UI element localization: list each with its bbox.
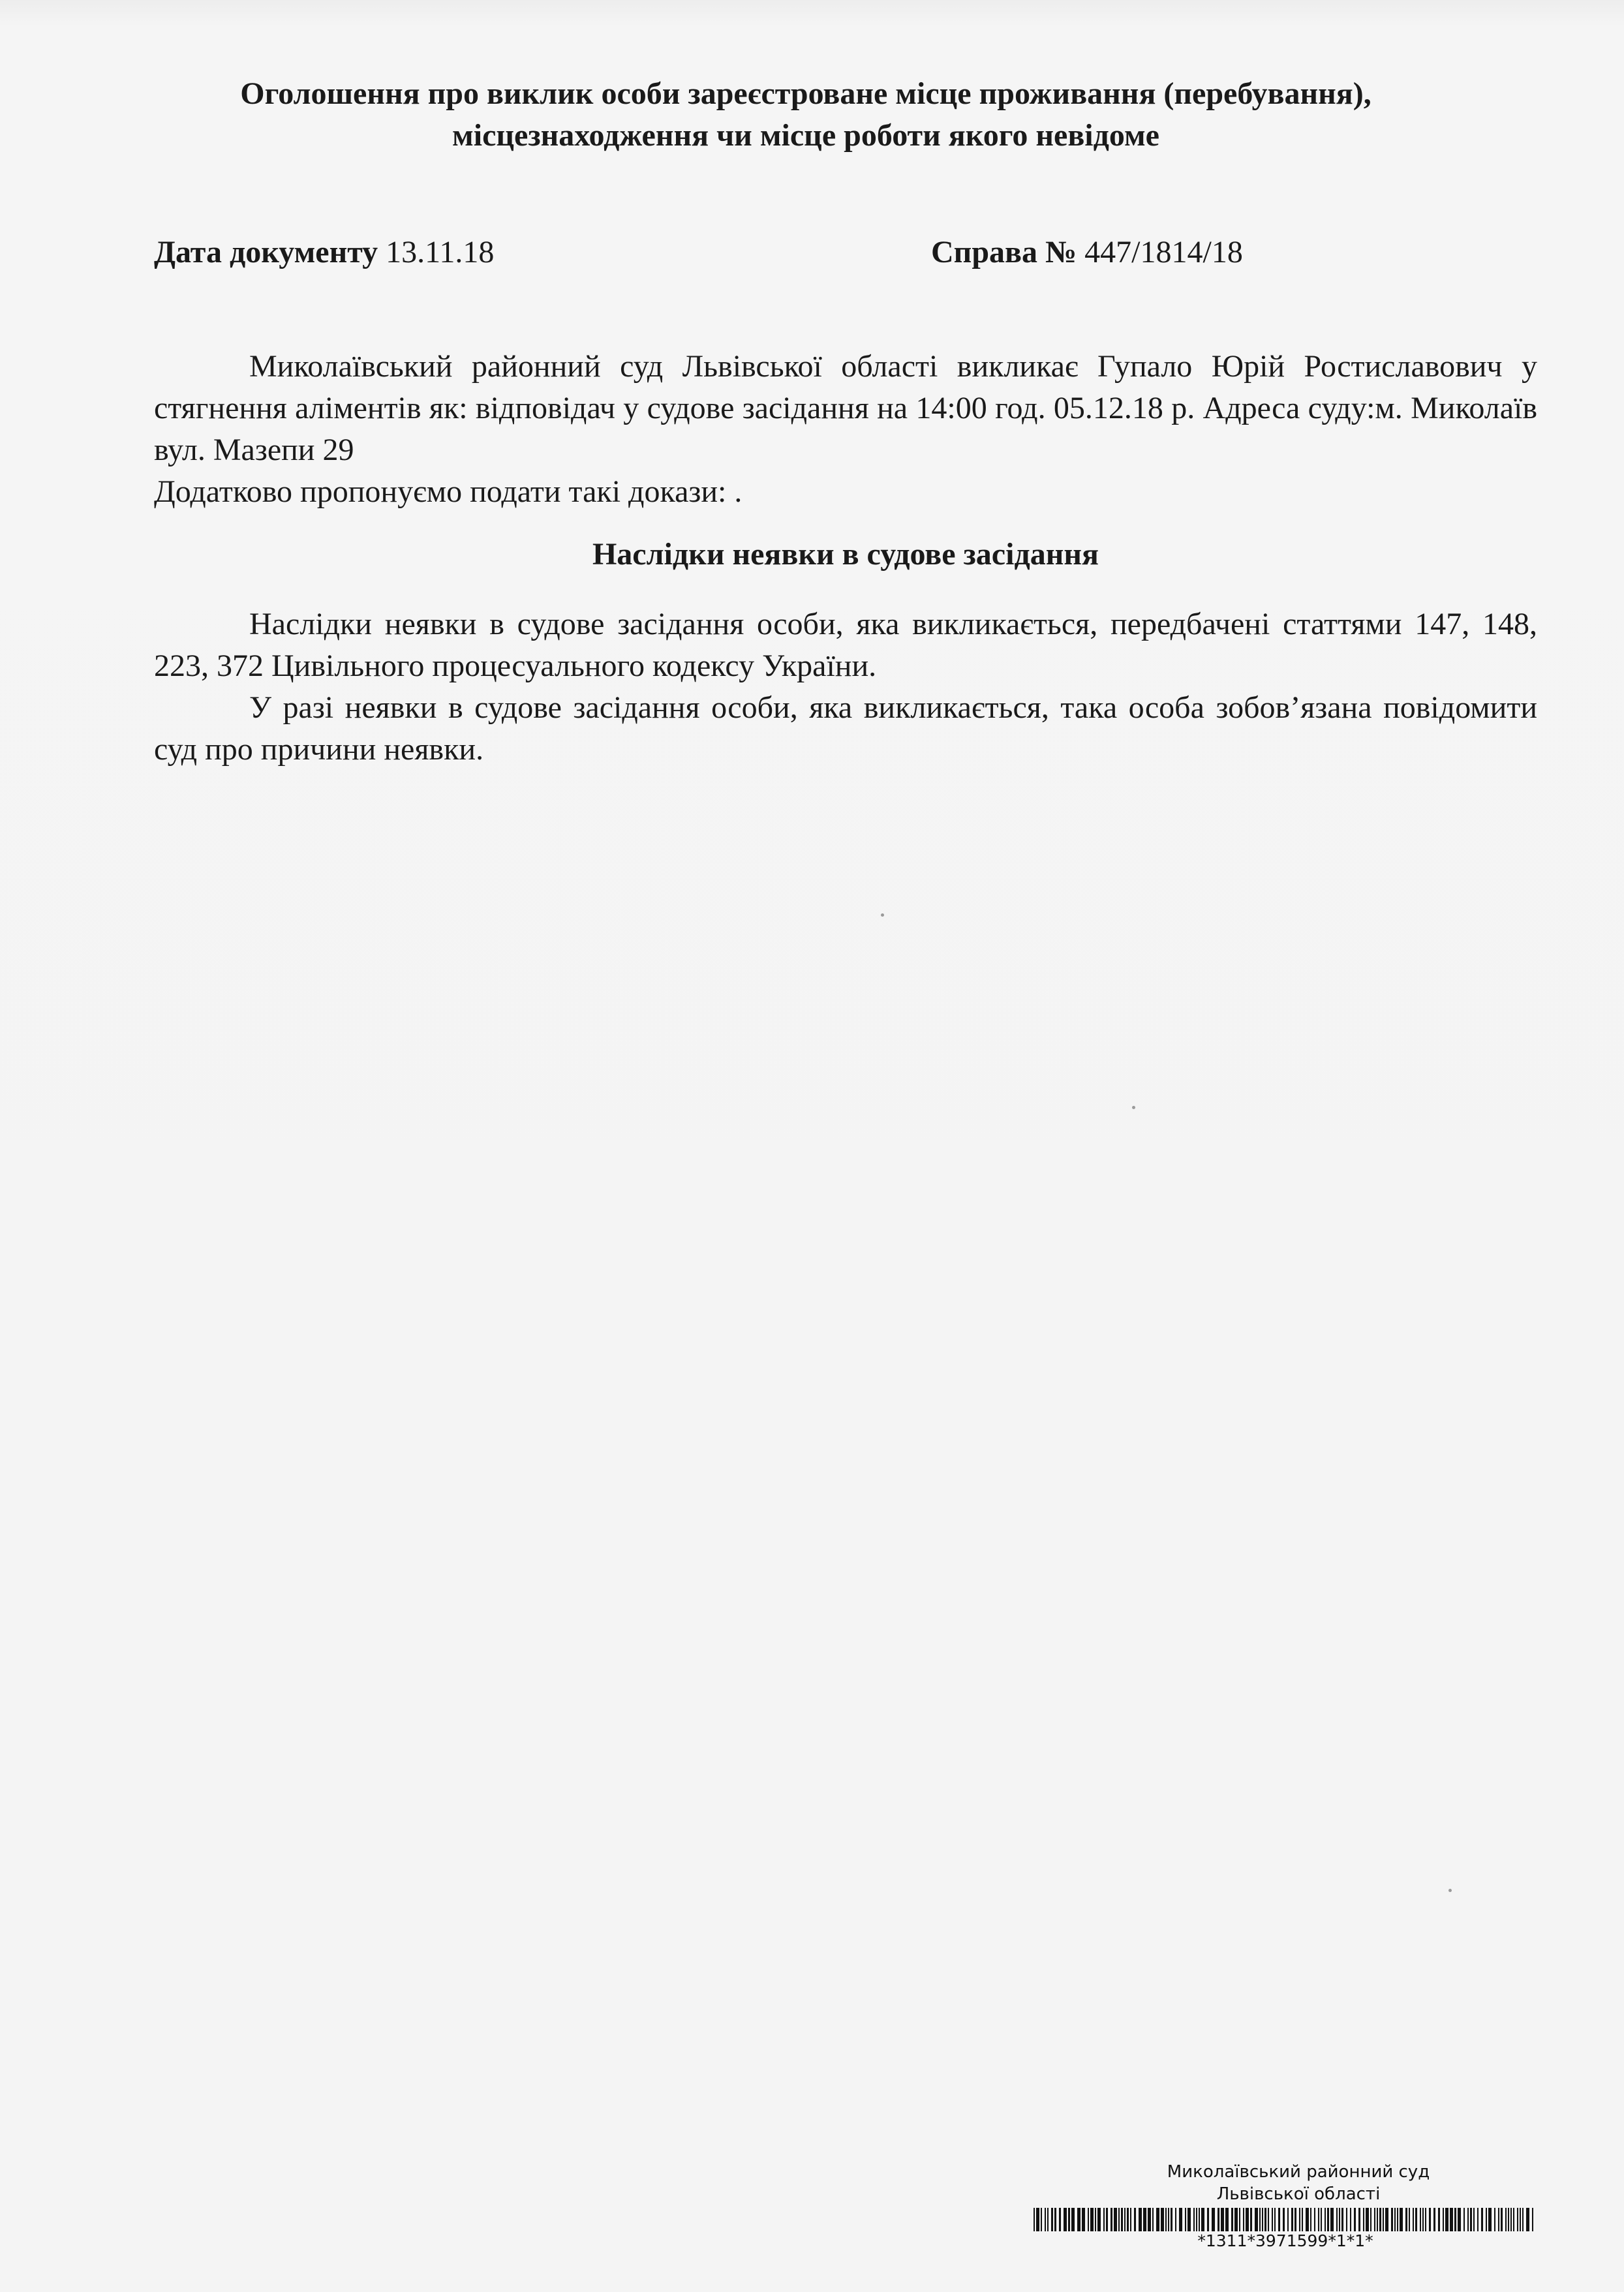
court-stamp xyxy=(1031,2161,1540,2251)
barcode-bar xyxy=(1302,2208,1303,2231)
scan-speck xyxy=(1448,1889,1452,1892)
barcode xyxy=(1031,2208,1540,2231)
barcode-bar xyxy=(1321,2208,1322,2231)
barcode-bar xyxy=(1111,2208,1112,2231)
barcode-bar xyxy=(1413,2208,1414,2231)
barcode-bar xyxy=(1454,2208,1456,2231)
barcode-bar xyxy=(1274,2208,1276,2231)
barcode-bar xyxy=(1425,2208,1426,2231)
barcode-bar xyxy=(1422,2208,1424,2231)
barcode-bar xyxy=(1354,2208,1356,2231)
stamp-court-name: Миколаївський районний суд xyxy=(1167,2162,1430,2182)
barcode-bar xyxy=(1059,2208,1061,2231)
barcode-bar xyxy=(1168,2208,1169,2231)
barcode-bar xyxy=(1505,2208,1507,2231)
case-number xyxy=(931,232,1243,273)
barcode-bar xyxy=(1187,2208,1191,2231)
barcode-bar xyxy=(1350,2208,1351,2231)
barcode-bar xyxy=(1306,2208,1309,2231)
barcode-bar xyxy=(1420,2208,1421,2231)
barcode-bar xyxy=(1377,2208,1378,2231)
barcode-bar xyxy=(1234,2208,1238,2231)
barcode-bar xyxy=(1077,2208,1080,2231)
barcode-bar xyxy=(1513,2208,1514,2231)
barcode-bar xyxy=(1327,2208,1329,2231)
barcode-bar xyxy=(1501,2208,1503,2231)
barcode-bar xyxy=(1118,2208,1120,2231)
barcode-bar xyxy=(1221,2208,1224,2231)
barcode-bar xyxy=(1095,2208,1096,2231)
barcode-bar xyxy=(1374,2208,1375,2231)
barcode-bar xyxy=(1391,2208,1393,2231)
barcode-bar xyxy=(1438,2208,1440,2231)
barcode-bar xyxy=(1508,2208,1509,2231)
barcode-bar xyxy=(1283,2208,1285,2231)
barcode-bar xyxy=(1522,2208,1524,2231)
barcode-bar xyxy=(1458,2208,1461,2231)
barcode-bar xyxy=(1130,2208,1131,2231)
barcode-bar xyxy=(1346,2208,1347,2231)
barcode-bar xyxy=(1318,2208,1319,2231)
barcode-bar xyxy=(1045,2208,1046,2231)
barcode-bar xyxy=(1207,2208,1209,2231)
barcode-bar xyxy=(1450,2208,1453,2231)
barcode-bar xyxy=(1041,2208,1042,2231)
barcode-bar xyxy=(1082,2208,1085,2231)
barcode-bar xyxy=(1034,2208,1035,2231)
barcode-bar xyxy=(1488,2208,1492,2231)
barcode-bar xyxy=(1051,2208,1053,2231)
barcode-bar xyxy=(1225,2208,1229,2231)
document-title xyxy=(130,73,1481,157)
barcode-bar xyxy=(1370,2208,1371,2231)
barcode-bar xyxy=(1127,2208,1129,2231)
barcode-bar xyxy=(1510,2208,1512,2231)
barcode-bar xyxy=(1272,2208,1273,2231)
case-value: 447/1814/18 xyxy=(1084,235,1243,269)
barcode-bar xyxy=(1295,2208,1296,2231)
barcode-bar xyxy=(1064,2208,1067,2231)
barcode-bar xyxy=(1250,2208,1252,2231)
barcode-bar xyxy=(1383,2208,1384,2231)
barcode-bar xyxy=(1405,2208,1407,2231)
summons-paragraph: Миколаївський районний суд Львівської області викликає Гупало Юрій Ростиславович у стягнення аліментів як: відповідач у судове засідання на 14:00 год. 05.12.18 р. Адреса суду:м. Миколаїв вул. Мазепи 29 xyxy=(154,349,1537,467)
barcode-bar xyxy=(1239,2208,1240,2231)
barcode-bar xyxy=(1358,2208,1360,2231)
barcode-bar xyxy=(1330,2208,1334,2231)
title-line-2: місцезнаходження чи місце роботи якого невідоме xyxy=(452,118,1159,153)
barcode-bar xyxy=(1201,2208,1204,2231)
barcode-bar xyxy=(1121,2208,1123,2231)
barcode-bar xyxy=(1470,2208,1472,2231)
barcode-bar xyxy=(1071,2208,1075,2231)
barcode-bar xyxy=(1379,2208,1381,2231)
barcode-bar xyxy=(1520,2208,1521,2231)
barcode-bar xyxy=(1287,2208,1289,2231)
date-value: 13.11.18 xyxy=(386,235,495,269)
barcode-bar xyxy=(1097,2208,1101,2231)
stamp-court-region: Львівської області xyxy=(1216,2184,1381,2204)
date-label: Дата документу xyxy=(154,235,378,269)
barcode-bar xyxy=(1103,2208,1105,2231)
barcode-bar xyxy=(1171,2208,1172,2231)
barcode-bar xyxy=(1047,2208,1049,2231)
barcode-bar xyxy=(1477,2208,1478,2231)
barcode-bar xyxy=(1196,2208,1197,2231)
barcode-bar xyxy=(1175,2208,1176,2231)
barcode-bar xyxy=(1161,2208,1164,2231)
barcode-bar xyxy=(1278,2208,1280,2231)
document-date xyxy=(154,232,494,273)
barcode-bar xyxy=(1443,2208,1444,2231)
barcode-bar xyxy=(1467,2208,1469,2231)
duty-paragraph: У разі неявки в судове засідання особи, яка викликається, така особа зобов’язана повідомити суд про причини неявки. xyxy=(154,690,1537,767)
barcode-bar xyxy=(1299,2208,1300,2231)
barcode-bar xyxy=(1433,2208,1435,2231)
barcode-bar xyxy=(1366,2208,1369,2231)
scan-speck xyxy=(1132,1106,1135,1109)
barcode-bar xyxy=(1036,2208,1039,2231)
scan-speck xyxy=(881,913,884,917)
barcode-bar xyxy=(1310,2208,1311,2231)
barcode-bar xyxy=(1291,2208,1293,2231)
barcode-bar xyxy=(1114,2208,1117,2231)
consequences-paragraph: Наслідки неявки в судове засідання особи, яка викликається, передбачені статтями 147, 148, 223, 372 Цивільного процесуального кодексу України. xyxy=(154,607,1537,683)
barcode-bar xyxy=(1259,2208,1261,2231)
title-line-1: Оголошення про виклик особи зареєстроване місце проживання (перебування), xyxy=(240,76,1371,111)
barcode-bar xyxy=(1339,2208,1340,2231)
barcode-bar xyxy=(1314,2208,1315,2231)
barcode-bar xyxy=(1199,2208,1200,2231)
consequences-heading: Наслідки неявки в судове засідання xyxy=(592,537,1099,572)
barcode-bar xyxy=(1415,2208,1417,2231)
barcode-bar xyxy=(1193,2208,1195,2231)
barcode-bar xyxy=(1363,2208,1364,2231)
barcode-bar xyxy=(1526,2208,1529,2231)
barcode-bar xyxy=(1481,2208,1483,2231)
barcode-bar xyxy=(1429,2208,1431,2231)
barcode-bar xyxy=(1445,2208,1448,2231)
barcode-bar xyxy=(1532,2208,1533,2231)
barcode-bar xyxy=(1152,2208,1154,2231)
barcode-bar xyxy=(1231,2208,1233,2231)
barcode-bar xyxy=(1494,2208,1495,2231)
barcode-bar xyxy=(1124,2208,1126,2231)
barcode-number: *1311*3971599*1*1* xyxy=(1197,2231,1373,2250)
barcode-bar xyxy=(1106,2208,1108,2231)
barcode-bar xyxy=(1143,2208,1146,2231)
barcode-bar xyxy=(1179,2208,1182,2231)
barcode-bar xyxy=(1336,2208,1338,2231)
barcode-bar xyxy=(1486,2208,1487,2231)
barcode-bar xyxy=(1088,2208,1089,2231)
barcode-bar xyxy=(1212,2208,1215,2231)
barcode-bar xyxy=(1394,2208,1396,2231)
barcode-bar xyxy=(1325,2208,1326,2231)
evidence-line: Додатково пропонуємо подати такі докази: . xyxy=(154,474,743,509)
barcode-bar xyxy=(1090,2208,1094,2231)
barcode-bar xyxy=(1148,2208,1151,2231)
barcode-bar xyxy=(1255,2208,1258,2231)
barcode-bar xyxy=(1054,2208,1056,2231)
barcode-bar xyxy=(1341,2208,1343,2231)
barcode-bar xyxy=(1385,2208,1388,2231)
case-label: Справа № xyxy=(931,235,1077,269)
barcode-bar xyxy=(1139,2208,1142,2231)
barcode-bar xyxy=(1218,2208,1219,2231)
barcode-bar xyxy=(1165,2208,1167,2231)
barcode-bar xyxy=(1068,2208,1070,2231)
barcode-bar xyxy=(1246,2208,1249,2231)
barcode-bar xyxy=(1397,2208,1398,2231)
barcode-bar xyxy=(1409,2208,1410,2231)
barcode-bar xyxy=(1185,2208,1186,2231)
barcode-bar xyxy=(1262,2208,1263,2231)
barcode-bar xyxy=(1498,2208,1499,2231)
barcode-bar xyxy=(1517,2208,1518,2231)
barcode-bar xyxy=(1463,2208,1465,2231)
barcode-bar xyxy=(1268,2208,1269,2231)
barcode-bar xyxy=(1134,2208,1136,2231)
barcode-bar xyxy=(1473,2208,1475,2231)
barcode-bar xyxy=(1243,2208,1244,2231)
barcode-bar xyxy=(1264,2208,1266,2231)
barcode-bar xyxy=(1156,2208,1159,2231)
barcode-bar xyxy=(1400,2208,1403,2231)
